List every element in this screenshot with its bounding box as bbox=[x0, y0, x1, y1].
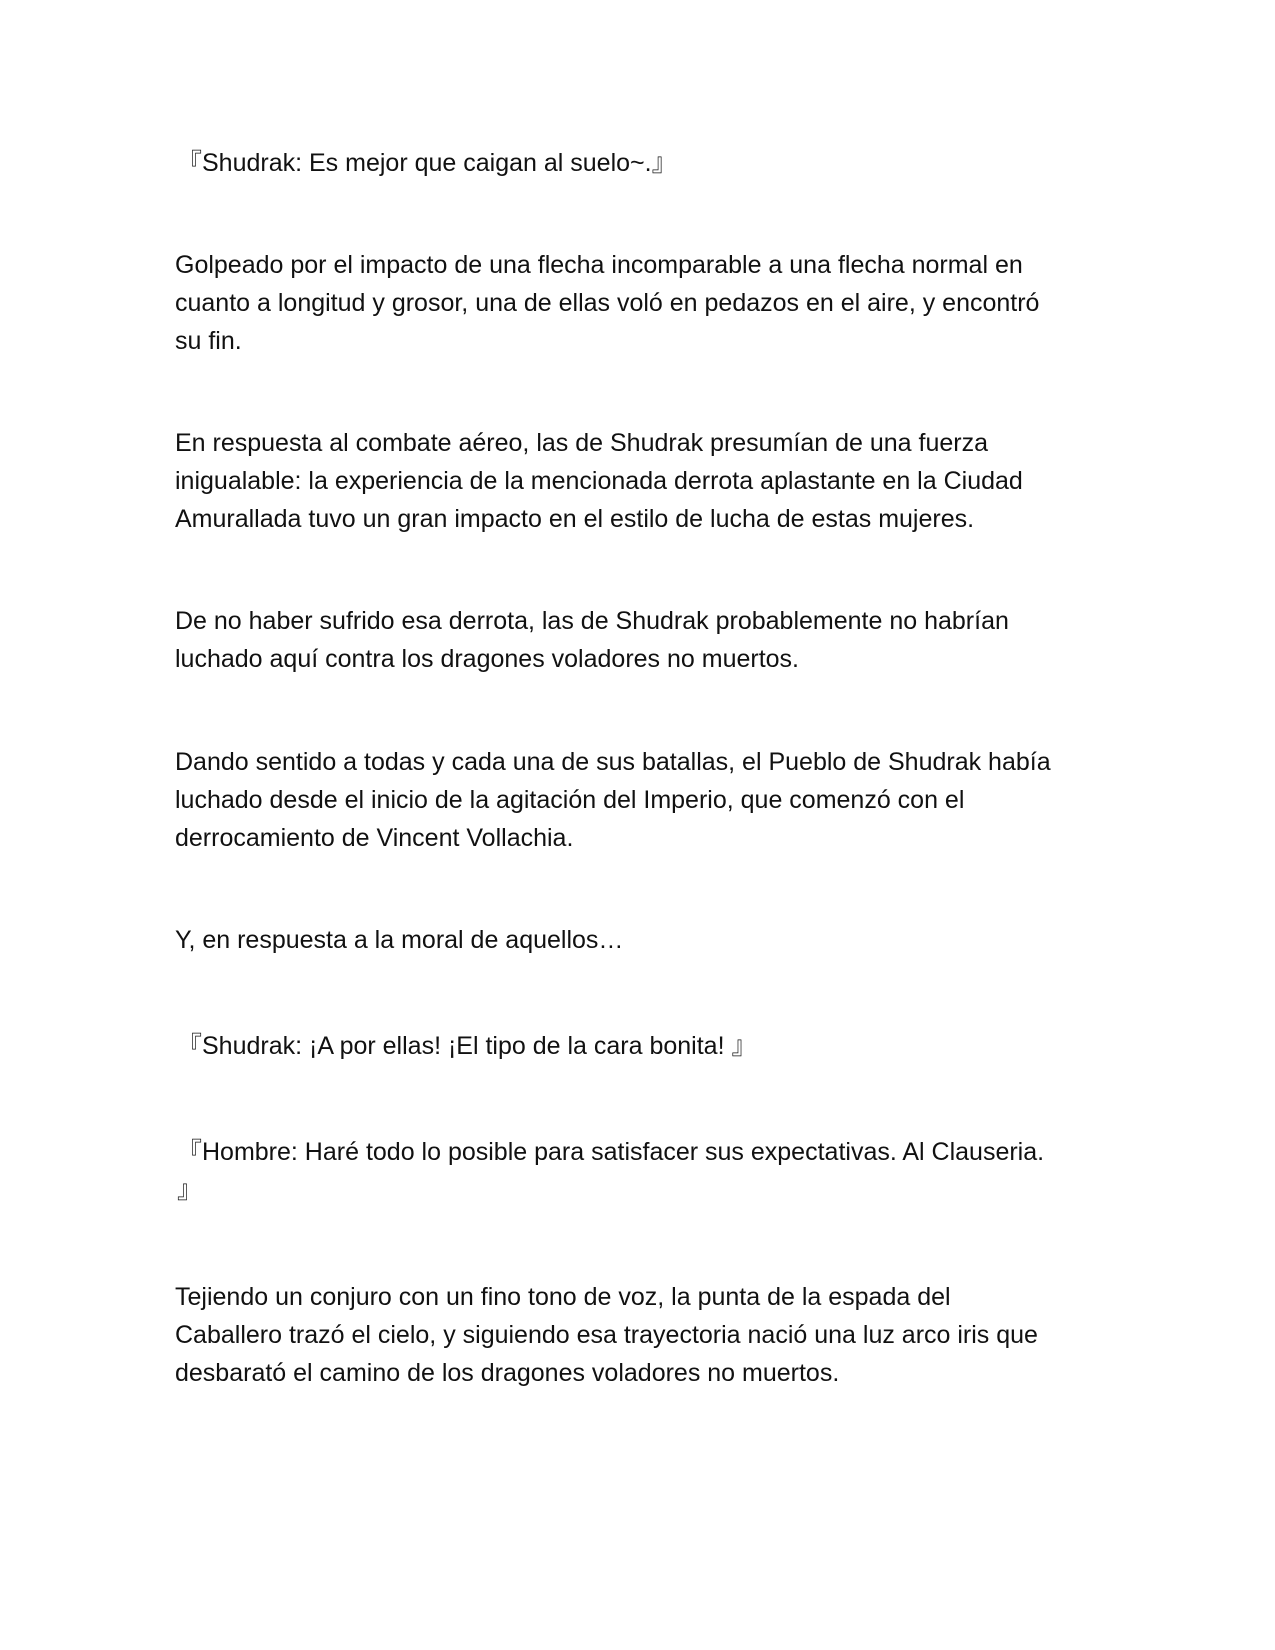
paragraph: Dando sentido a todas y cada una de sus batallas, el Pueblo de Shudrak había luchado desde el inicio de la agitación del Imperio, que comenzó con el derrocamiento de Vincent Vollachia. bbox=[175, 748, 1051, 852]
dialogue-line: 『Hombre: Haré todo lo posible para satisfacer sus expectativas. Al Clauseria. 』 bbox=[177, 1138, 1045, 1204]
paragraph: En respuesta al combate aéreo, las de Shudrak presumían de una fuerza inigualable: la experiencia de la mencionada derrota aplastante en la Ciudad Amurallada tuvo un gran impacto en el estilo de lucha de estas mujeres. bbox=[175, 429, 1023, 533]
paragraph: De no haber sufrido esa derrota, las de Shudrak probablemente no habrían luchado aquí contra los dragones voladores no muertos. bbox=[175, 607, 1009, 673]
dialogue-line: 『Shudrak: Es mejor que caigan al suelo~.』 bbox=[177, 149, 677, 177]
paragraph: Tejiendo un conjuro con un fino tono de voz, la punta de la espada del Caballero trazó el cielo, y siguiendo esa trayectoria nació una luz arco iris que desbarató el camino de los dragones voladores no muertos. bbox=[175, 1283, 1038, 1387]
paragraph: Golpeado por el impacto de una flecha incomparable a una flecha normal en cuanto a longitud y grosor, una de ellas voló en pedazos en el aire, y encontró su fin. bbox=[175, 251, 1040, 355]
dialogue-line: 『Shudrak: ¡A por ellas! ¡El tipo de la cara bonita! 』 bbox=[177, 1032, 757, 1060]
paragraph: Y, en respuesta a la moral de aquellos… bbox=[175, 926, 624, 954]
